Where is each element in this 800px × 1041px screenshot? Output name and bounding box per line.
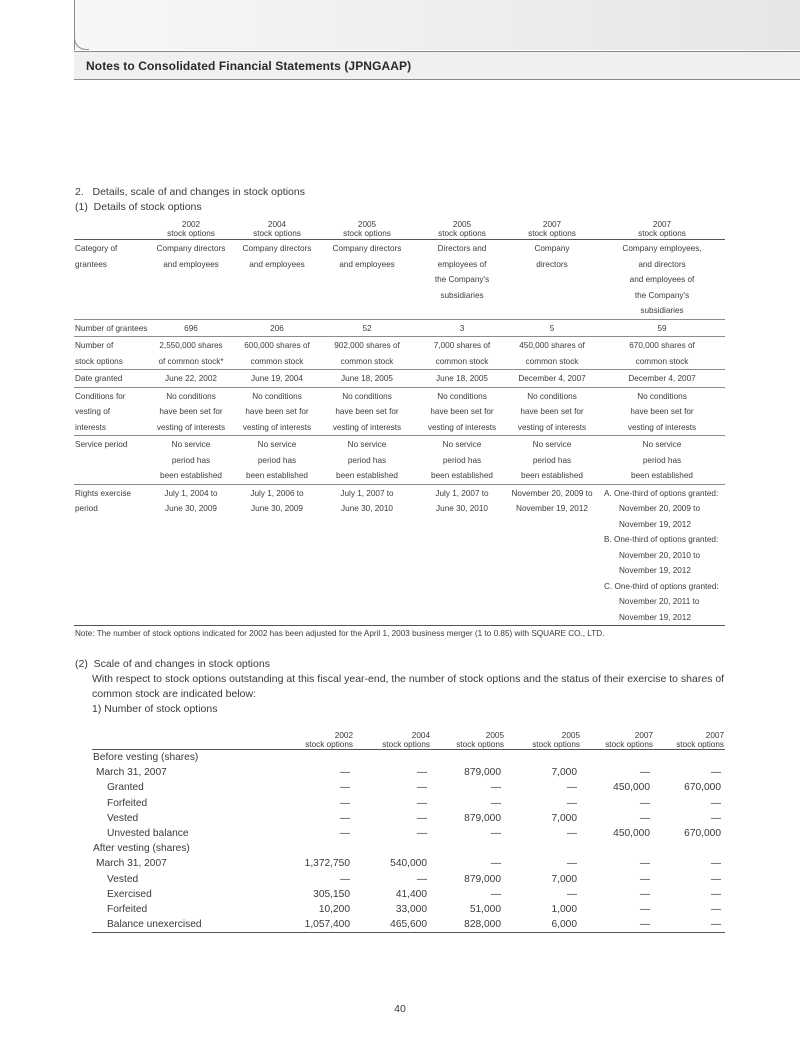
row-label-line: interests	[75, 422, 106, 432]
table-cell: —	[490, 782, 501, 794]
row-label: Forfeited	[107, 797, 148, 809]
cell-line: of common stock*	[158, 356, 224, 366]
table-cell: —	[490, 827, 501, 839]
cell-line: No service	[257, 440, 297, 449]
row-label-line: Rights exercise	[75, 488, 131, 498]
cell-line: and employees	[339, 259, 395, 269]
cell-line: been established	[631, 471, 693, 480]
cell-line: No conditions	[342, 391, 392, 401]
cell-line: Company directors	[242, 244, 312, 253]
cell-line: and employees	[163, 259, 219, 269]
row-label: After vesting (shares)	[93, 843, 190, 855]
table-cell	[312, 389, 422, 436]
cell-line: 902,000 shares of	[334, 341, 400, 350]
table-cell	[312, 437, 422, 484]
table-cell: —	[339, 812, 350, 824]
table-cell: —	[639, 797, 650, 809]
cell-line: and employees of	[629, 275, 695, 284]
cell-line: 450,000 shares of	[519, 341, 585, 350]
row-label: March 31, 2007	[96, 858, 167, 870]
cell-line: 696	[184, 323, 198, 333]
table-cell	[600, 241, 724, 319]
table-cell: 879,000	[464, 812, 501, 824]
table-cell: —	[639, 888, 650, 900]
cell-line: been established	[336, 471, 398, 480]
cell-line: been established	[246, 471, 308, 480]
cell-line: November 20, 2009 to	[511, 488, 593, 498]
table-row	[74, 485, 725, 627]
column-header-line: stock options	[167, 229, 215, 238]
cell-line: November 19, 2012	[619, 519, 691, 529]
column-header-line: 2005	[485, 731, 504, 740]
cell-line: November 19, 2012	[619, 566, 691, 575]
header-band	[74, 0, 800, 50]
cell-line: vesting of interests	[517, 422, 587, 432]
table-cell: —	[710, 858, 721, 870]
cell-line: No conditions	[437, 391, 487, 401]
cell-line: July 1, 2007 to	[435, 488, 489, 498]
cell-line: No conditions	[252, 391, 302, 401]
table-body	[92, 750, 725, 933]
table-cell	[604, 486, 729, 626]
cell-line: and employees	[249, 259, 305, 269]
column-header-line: stock options	[343, 229, 391, 238]
table-cell	[600, 338, 724, 369]
row-label: Before vesting (shares)	[93, 752, 199, 763]
table-header	[92, 731, 725, 750]
cell-line: vesting of interests	[242, 422, 312, 432]
cell-line: 59	[657, 323, 667, 333]
section-heading-2: (2) Scale of and changes in stock options	[75, 658, 270, 670]
table-row	[92, 811, 725, 826]
cell-line: have been set for	[430, 407, 494, 416]
cell-line: the Company's	[434, 275, 490, 284]
table-cell: —	[339, 767, 350, 779]
column-header-line: stock options	[605, 740, 653, 749]
table-cell: 450,000	[613, 782, 650, 794]
table-cell: —	[566, 782, 577, 794]
table-row	[92, 796, 725, 811]
table-row	[92, 902, 725, 917]
cell-line: subsidiaries	[440, 290, 484, 300]
row-label	[75, 389, 126, 436]
table-cell: 7,000	[551, 767, 577, 779]
cell-line: No conditions	[527, 391, 577, 401]
cell-line: A. One-third of options granted:	[604, 488, 719, 498]
cell-line: No conditions	[637, 391, 687, 401]
column-header-line: 2002	[181, 220, 201, 229]
table-cell: —	[710, 919, 721, 931]
row-label	[75, 437, 127, 453]
cell-line: June 30, 2010	[436, 504, 488, 513]
cell-line: Company directors	[156, 244, 226, 253]
table-cell: —	[490, 858, 501, 870]
table-cell: 7,000	[551, 873, 577, 885]
cell-line: been established	[521, 471, 583, 480]
table-cell	[497, 321, 607, 337]
table-cell: —	[710, 812, 721, 824]
column-header-line: stock options	[456, 740, 504, 749]
cell-line: Company employees,	[622, 244, 702, 253]
column-header	[317, 220, 417, 238]
table-cell: —	[416, 812, 427, 824]
table-row	[92, 887, 725, 902]
column-header	[424, 731, 504, 749]
column-header-line: stock options	[676, 740, 724, 749]
cell-line: June 22, 2002	[165, 374, 217, 383]
table-cell: 1,057,400	[304, 919, 350, 931]
row-label	[75, 241, 117, 272]
row-label-line: Category of	[75, 244, 118, 253]
table-cell: —	[566, 827, 577, 839]
table-cell: —	[416, 767, 427, 779]
cell-line: No service	[171, 440, 211, 449]
table-cell	[312, 338, 422, 369]
section-heading: 2. Details, scale of and changes in stock options	[75, 186, 305, 198]
table-cell	[497, 437, 607, 484]
cell-line: have been set for	[335, 407, 399, 416]
table-row	[92, 780, 725, 795]
table-cell	[312, 321, 422, 337]
column-header-line: 2002	[334, 731, 353, 740]
column-header	[502, 220, 602, 238]
table-cell: 1,372,750	[304, 858, 350, 870]
table-cell: 670,000	[684, 782, 721, 794]
column-header-line: 2004	[411, 731, 430, 740]
row-label	[75, 338, 123, 369]
cell-line: November 20, 2011 to	[619, 597, 700, 606]
column-header-line: 2007	[705, 731, 724, 740]
table-cell: —	[416, 827, 427, 839]
table-row	[92, 856, 725, 871]
cell-line: December 4, 2007	[628, 374, 696, 383]
cell-line: common stock	[635, 356, 689, 366]
table-cell: 33,000	[395, 903, 427, 915]
cell-line: period has	[171, 455, 211, 465]
column-header	[573, 731, 653, 749]
cell-line: June 30, 2010	[341, 504, 393, 513]
cell-line: June 30, 2009	[251, 504, 303, 513]
table-cell: 1,000	[551, 903, 577, 915]
cell-line: 2,550,000 shares	[159, 341, 223, 350]
cell-line: November 19, 2012	[619, 612, 691, 622]
table-row	[92, 841, 725, 856]
row-label: Unvested balance	[107, 827, 189, 839]
table-cell: —	[639, 903, 650, 915]
table-cell: —	[416, 782, 427, 794]
cell-line: November 19, 2012	[516, 504, 588, 513]
cell-line: November 20, 2009 to	[619, 504, 701, 513]
cell-line: have been set for	[630, 407, 694, 416]
column-header-line: stock options	[438, 229, 486, 238]
column-header	[412, 220, 512, 238]
column-header-line: stock options	[638, 229, 686, 238]
cell-line: 7,000 shares of	[433, 341, 491, 350]
table-cell: 450,000	[613, 827, 650, 839]
table-cell	[312, 486, 422, 517]
cell-line: period has	[642, 455, 682, 465]
table-cell: —	[710, 767, 721, 779]
table-cell	[600, 437, 724, 484]
table-cell	[312, 371, 422, 387]
table-cell: —	[416, 797, 427, 809]
cell-line: Directors and	[437, 244, 487, 253]
title-bar	[74, 51, 800, 80]
cell-line: B. One-third of options granted:	[604, 535, 719, 544]
cell-line: common stock	[250, 356, 304, 366]
table-cell: —	[566, 858, 577, 870]
row-label: Balance unexercised	[107, 919, 202, 931]
table-cell: —	[639, 873, 650, 885]
table-header	[74, 219, 725, 240]
table-cell: —	[639, 767, 650, 779]
column-header-line: stock options	[528, 229, 576, 238]
column-header-line: stock options	[253, 229, 301, 238]
table-cell: 828,000	[464, 919, 501, 931]
cell-line: No service	[347, 440, 387, 449]
column-header-line: stock options	[532, 740, 580, 749]
table-cell: —	[639, 858, 650, 870]
cell-line: vesting of interests	[156, 422, 226, 432]
table-row	[74, 337, 725, 370]
table-row	[92, 872, 725, 887]
subsection-heading-2: 1) Number of stock options	[92, 703, 218, 715]
row-label-line: Number of grantees	[75, 323, 148, 333]
row-label: Vested	[107, 812, 139, 824]
cell-line: Company directors	[332, 244, 402, 253]
table-cell	[600, 371, 724, 387]
column-header-line: 2007	[542, 220, 562, 229]
table-cell: 465,600	[390, 919, 427, 931]
table-cell	[600, 321, 724, 337]
column-header-line: 2005	[452, 220, 472, 229]
cell-line: common stock	[525, 356, 579, 366]
row-label: Granted	[107, 782, 144, 794]
cell-line: C. One-third of options granted:	[604, 581, 719, 591]
column-header-line: 2007	[634, 731, 653, 740]
cell-line: No service	[442, 440, 482, 449]
table-cell: —	[339, 827, 350, 839]
paragraph-line-2: common stock are indicated below:	[92, 688, 256, 700]
table-cell: 51,000	[469, 903, 501, 915]
table-cell: 670,000	[684, 827, 721, 839]
column-header-line: 2004	[267, 220, 287, 229]
cell-line: December 4, 2007	[518, 374, 586, 383]
number-of-stock-options-table	[92, 731, 725, 933]
table-cell	[497, 389, 607, 436]
row-label-line: Conditions for	[75, 391, 126, 401]
row-label-line: vesting of	[75, 407, 111, 416]
stock-options-details-table	[74, 219, 725, 626]
table-cell	[497, 338, 607, 369]
table-cell: —	[566, 797, 577, 809]
row-label-line: Date granted	[75, 374, 123, 383]
row-label: March 31, 2007	[96, 767, 167, 779]
table-body	[74, 240, 725, 626]
table-cell: —	[639, 812, 650, 824]
row-label: Exercised	[107, 888, 152, 900]
cell-line: been established	[431, 471, 493, 480]
cell-line: employees of	[437, 259, 487, 269]
cell-line: July 1, 2004 to	[164, 488, 218, 498]
cell-line: July 1, 2007 to	[340, 488, 394, 498]
table-row	[92, 765, 725, 780]
row-label-line: Number of	[75, 341, 114, 350]
table-cell: 10,200	[318, 903, 350, 915]
table-row	[92, 750, 725, 765]
cell-line: July 1, 2006 to	[250, 488, 304, 498]
table-cell	[497, 486, 607, 517]
table-cell: —	[710, 797, 721, 809]
column-header-line: stock options	[305, 740, 353, 749]
table-cell: —	[710, 903, 721, 915]
cell-line: 206	[270, 323, 284, 333]
table-cell: —	[710, 873, 721, 885]
cell-line: directors	[536, 259, 568, 269]
cell-line: period has	[257, 455, 297, 465]
table-cell: 6,000	[551, 919, 577, 931]
paragraph-line-1: With respect to stock options outstanding at this fiscal year-end, the number of stock options and the status of their exercise to shares of	[92, 673, 725, 685]
table-cell: —	[339, 797, 350, 809]
column-header-line: 2005	[561, 731, 580, 740]
row-label	[75, 486, 131, 517]
table-row	[74, 388, 725, 437]
cell-line: have been set for	[159, 407, 223, 416]
cell-line: period has	[347, 455, 387, 465]
table-cell: 879,000	[464, 767, 501, 779]
row-label-line: grantees	[75, 259, 107, 269]
cell-line: November 20, 2010 to	[619, 550, 701, 560]
cell-line: common stock	[435, 356, 489, 366]
table-cell	[497, 371, 607, 387]
table-cell	[497, 241, 607, 272]
table-cell: —	[339, 782, 350, 794]
cell-line: June 18, 2005	[436, 374, 488, 383]
table-row	[74, 240, 725, 320]
column-header-line: 2005	[357, 220, 377, 229]
cell-line: have been set for	[245, 407, 309, 416]
row-label-line: period	[75, 504, 98, 513]
page-title: Notes to Consolidated Financial Statements (JPNGAAP)	[86, 59, 412, 73]
column-header	[141, 220, 241, 238]
cell-line: subsidiaries	[640, 306, 684, 315]
table-cell: —	[566, 888, 577, 900]
row-label	[75, 371, 122, 387]
page-number: 40	[394, 1003, 406, 1015]
table-note: Note: The number of stock options indicated for 2002 has been adjusted for the April 1, 2003 business merger (1 to 0.85) with SQUARE CO., LTD.	[75, 629, 605, 638]
row-label-line: stock options	[75, 356, 123, 366]
cell-line: No service	[642, 440, 682, 449]
cell-line: June 19, 2004	[251, 374, 303, 383]
cell-line: June 30, 2009	[165, 504, 217, 513]
table-cell: 540,000	[390, 858, 427, 870]
cell-line: vesting of interests	[332, 422, 402, 432]
table-row	[74, 320, 725, 338]
cell-line: 600,000 shares of	[244, 341, 310, 350]
table-cell: 305,150	[313, 888, 350, 900]
cell-line: period has	[532, 455, 572, 465]
table-row	[92, 826, 725, 841]
cell-line: vesting of interests	[427, 422, 497, 432]
table-cell: —	[639, 919, 650, 931]
cell-line: No conditions	[166, 391, 216, 401]
table-cell: —	[710, 888, 721, 900]
cell-line: have been set for	[520, 407, 584, 416]
table-row	[74, 436, 725, 485]
table-cell: 7,000	[551, 812, 577, 824]
cell-line: 5	[549, 323, 555, 333]
cell-line: and directors	[638, 259, 686, 269]
cell-line: 3	[459, 323, 465, 333]
table-cell	[600, 389, 724, 436]
column-header	[500, 731, 580, 749]
table-cell: —	[416, 873, 427, 885]
column-header	[644, 731, 724, 749]
table-cell: —	[490, 888, 501, 900]
table-row	[92, 917, 725, 932]
cell-line: common stock	[340, 356, 394, 366]
table-cell: —	[339, 873, 350, 885]
cell-line: been established	[160, 471, 222, 480]
cell-line: June 18, 2005	[341, 374, 393, 383]
column-header-line: stock options	[382, 740, 430, 749]
table-cell: —	[490, 797, 501, 809]
cell-line: 670,000 shares of	[629, 341, 695, 350]
column-header	[273, 731, 353, 749]
row-label: Forfeited	[107, 903, 148, 915]
column-header	[350, 731, 430, 749]
cell-line: period has	[442, 455, 482, 465]
row-label: Vested	[107, 873, 139, 885]
column-header	[227, 220, 327, 238]
column-header-line: 2007	[652, 220, 672, 229]
column-header	[612, 220, 712, 238]
table-cell: 879,000	[464, 873, 501, 885]
table-row	[74, 370, 725, 388]
cell-line: vesting of interests	[627, 422, 697, 432]
cell-line: Company	[534, 244, 570, 253]
cell-line: the Company's	[634, 290, 690, 300]
table-cell	[312, 241, 422, 272]
table-cell: 41,400	[395, 888, 427, 900]
cell-line: No service	[532, 440, 572, 449]
subsection-heading: (1) Details of stock options	[75, 201, 202, 213]
cell-line: 52	[362, 323, 372, 333]
row-label-line: Service period	[75, 440, 128, 449]
